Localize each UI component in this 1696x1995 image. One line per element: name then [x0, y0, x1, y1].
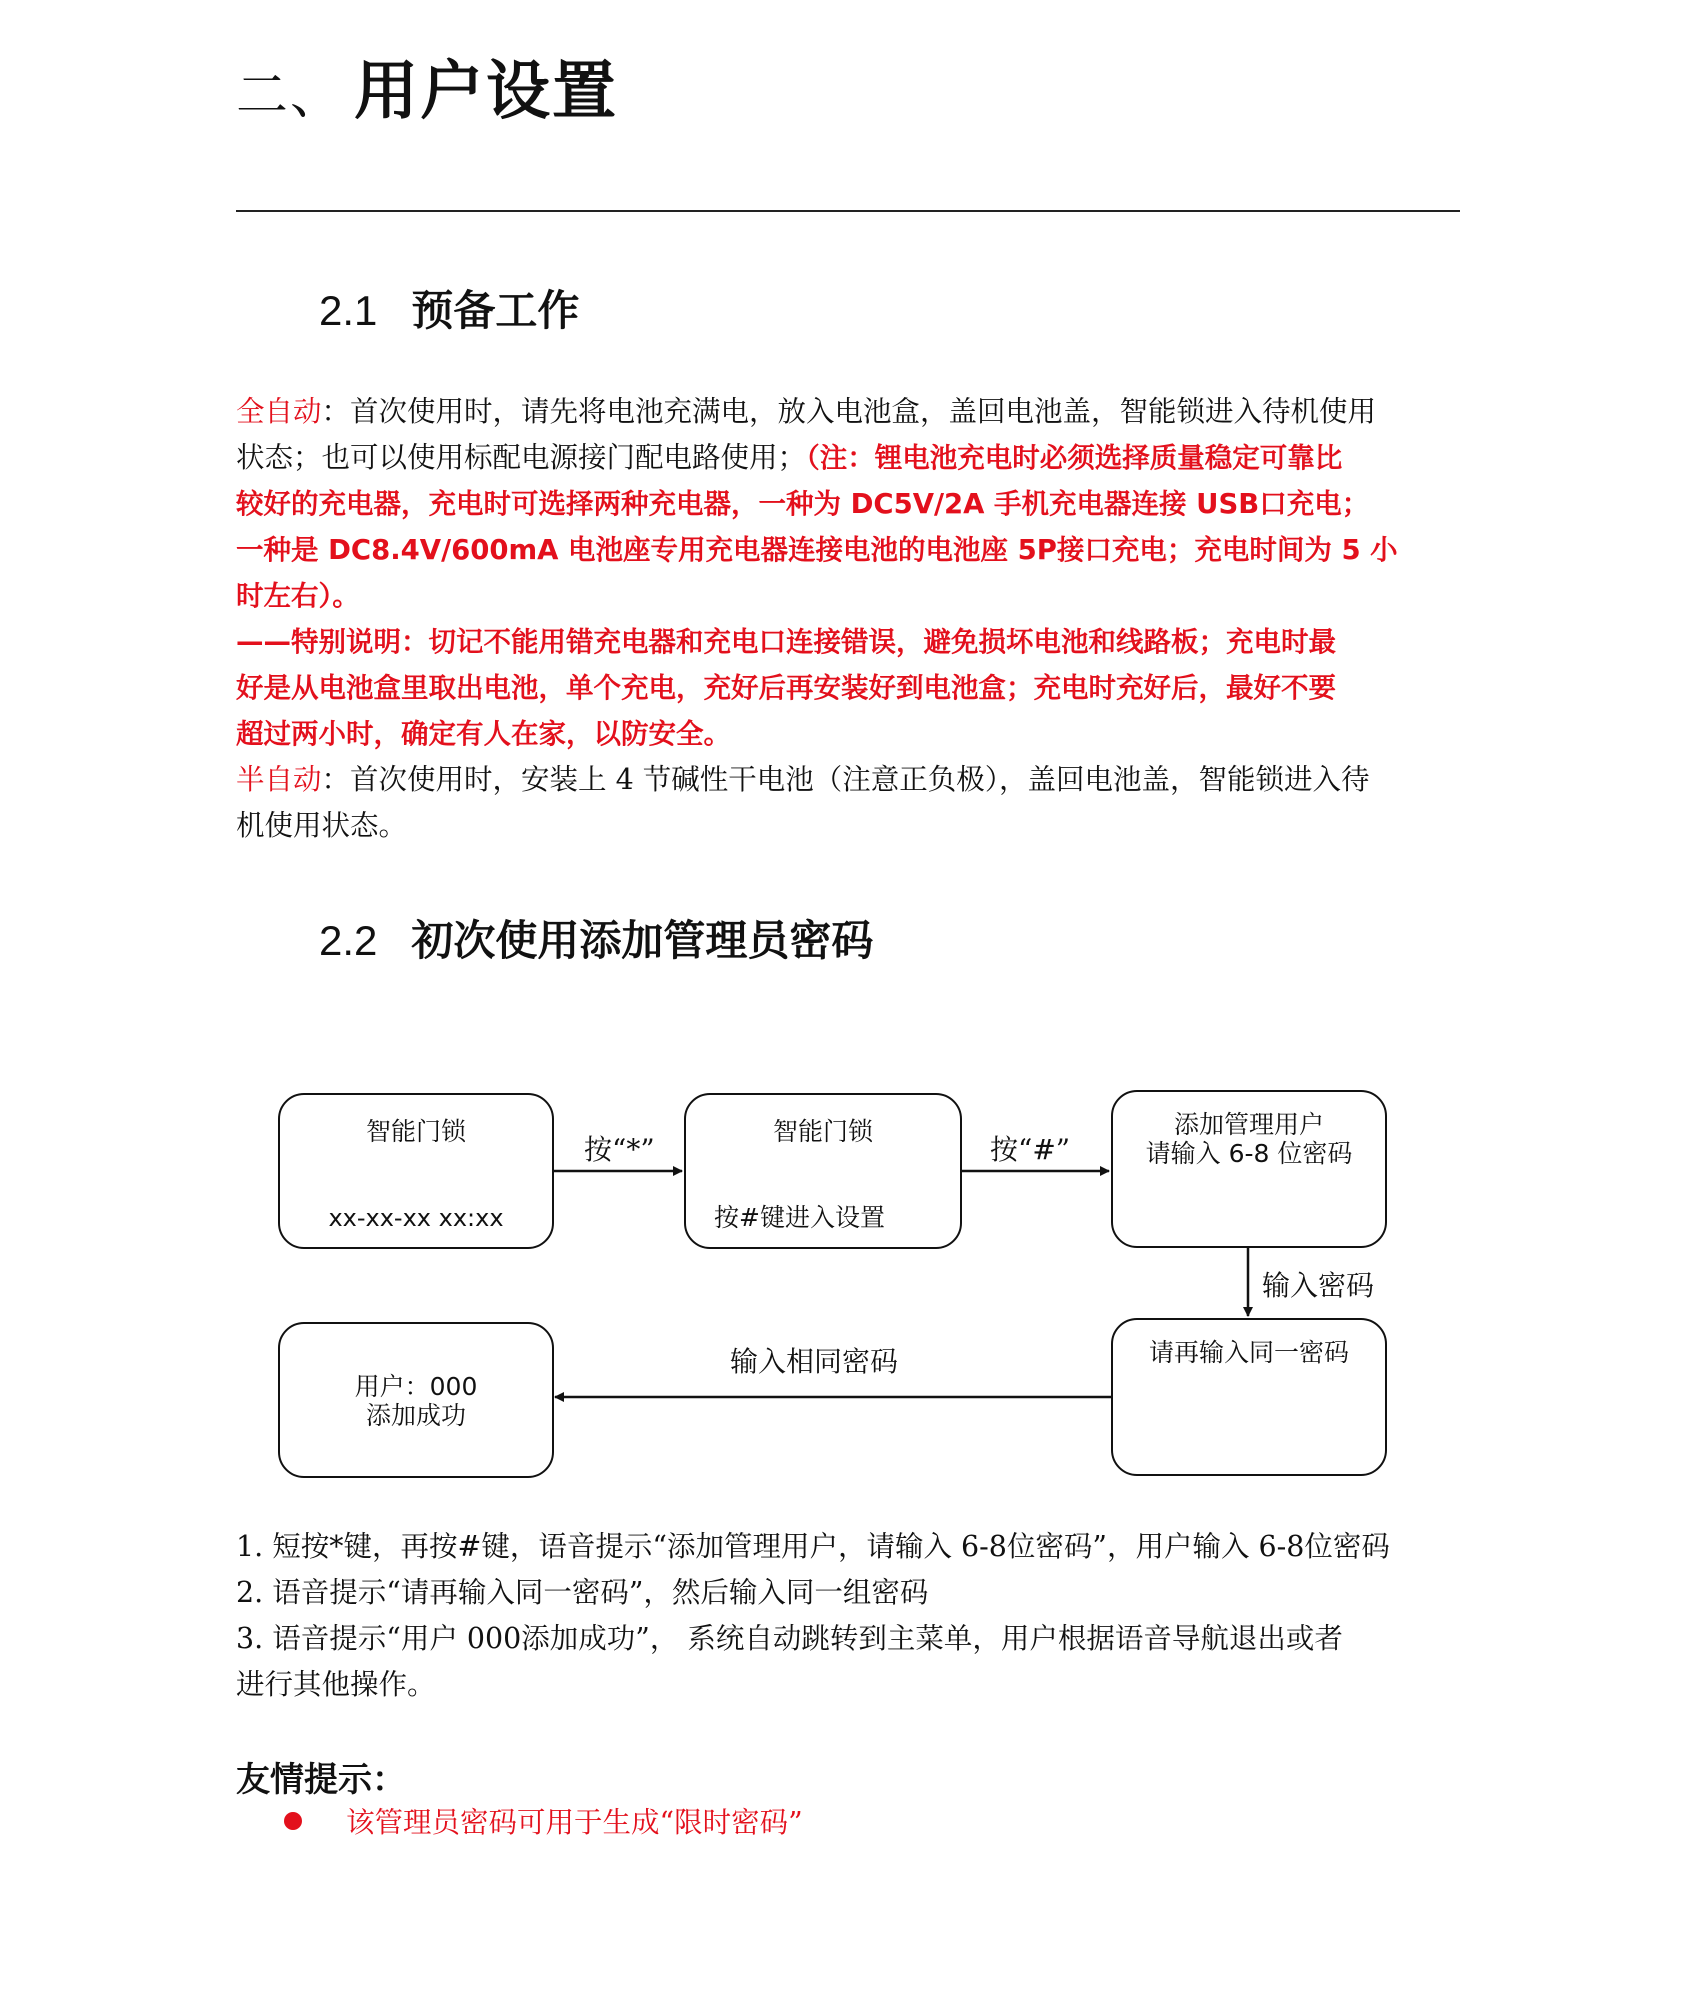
steps-list — [236, 1524, 1390, 1708]
charging-note: （注：锂电池充电时必须选择质量稳定可靠比 — [806, 442, 1343, 474]
semi-auto-line-2: 机使用状态。 — [236, 809, 408, 842]
section-number: 2.2 — [319, 917, 378, 964]
chapter-number: 二、 — [236, 66, 345, 126]
section-title: 预备工作 — [411, 286, 580, 335]
semi-auto-line-1: 半自动：首次使用时，安装上 4 节碱性干电池（注意正负极），盖回电池盖，智能锁进入待 — [236, 763, 1370, 796]
special-note-line: 超过两小时，确定有人在家，以防安全。 — [236, 718, 731, 750]
step-item: 3. 语音提示“用户 000添加成功”， 系统自动跳转到主菜单，用户根据语音导航退出或者 — [236, 1622, 1343, 1655]
arrow-label-press-star: 按“*” — [584, 1133, 655, 1166]
flow-box-add-admin: 添加管理用户 请输入 6-8 位密码 — [1111, 1090, 1387, 1248]
flow-box-reenter: 请再输入同一密码 — [1111, 1318, 1387, 1476]
full-auto-label: 全自动 — [236, 395, 322, 428]
arrow-label-same-password: 输入相同密码 — [730, 1345, 899, 1378]
charging-note-line: 较好的充电器，充电时可选择两种充电器，一种为 DC5V/2A 手机充电器连接 USB口充电； — [236, 488, 1370, 520]
charging-note-line: 一种是 DC8.4V/600mA 电池座专用充电器连接电池的电池座 5P接口充电；充电时间为 5 小 — [236, 534, 1398, 566]
step-item: 进行其他操作。 — [236, 1668, 436, 1701]
arrow-label-press-hash: 按“#” — [990, 1133, 1071, 1166]
semi-auto-label: 半自动 — [236, 763, 322, 796]
chapter-title-text: 用户设置 — [354, 55, 619, 129]
section-title: 初次使用添加管理员密码 — [411, 916, 874, 965]
step-item: 2. 语音提示“请再输入同一密码”，然后输入同一组密码 — [236, 1576, 929, 1609]
step-item: 1. 短按*键，再按#键，语音提示“添加管理用户，请输入 6-8位密码”，用户输入 6-8位密码 — [236, 1530, 1390, 1563]
special-note-line: 好是从电池盒里取出电池，单个充电，充好后再安装好到电池盒；充电时充好后，最好不要 — [236, 672, 1336, 704]
arrow-label-enter-password: 输入密码 — [1262, 1269, 1375, 1302]
special-note-line: ——特别说明：切记不能用错充电器和充电口连接错误，避免损坏电池和线路板；充电时最 — [236, 626, 1336, 658]
charging-note-line: 时左右）。 — [236, 580, 360, 612]
bullet-dot-icon — [284, 1812, 302, 1830]
tips-heading: 友情提示： — [236, 1760, 406, 1800]
full-auto-line-1: 全自动：首次使用时，请先将电池充满电，放入电池盒，盖回电池盖，智能锁进入待机使用 — [236, 395, 1377, 428]
flow-box-lock-setup: 智能门锁 按#键进入设置 — [684, 1093, 962, 1249]
section-number: 2.1 — [319, 287, 378, 334]
flow-box-success: 用户：000 添加成功 — [278, 1322, 554, 1478]
tip-item: 该管理员密码可用于生成“限时密码” — [346, 1806, 803, 1839]
flow-box-lock-idle: 智能门锁 xx-xx-xx xx:xx — [278, 1093, 554, 1249]
full-auto-line-2: 状态；也可以使用标配电源接门配电路使用；（注：锂电池充电时必须选择质量稳定可靠比 — [236, 441, 1343, 474]
